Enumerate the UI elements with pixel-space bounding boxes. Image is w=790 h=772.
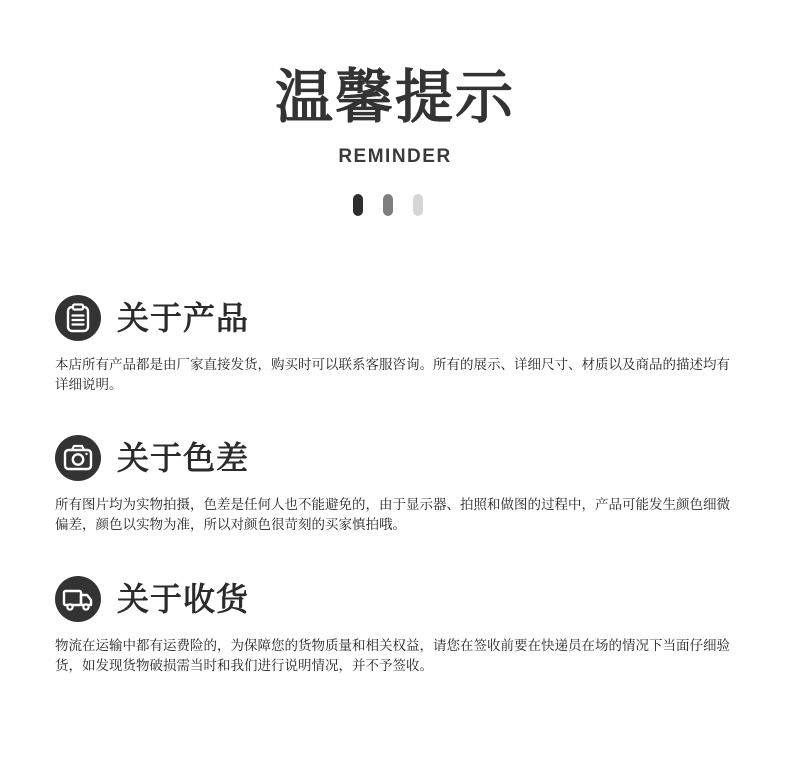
section-body: 所有图片均为实物拍摄，色差是任何人也不能避免的，由于显示器、拍照和做图的过程中，产品可能发生颜色细微偏差，颜色以实物为准，所以对颜色很苛刻的买家慎拍哦。 bbox=[55, 497, 730, 533]
section-product bbox=[55, 295, 735, 395]
section-receiving bbox=[55, 576, 735, 676]
dot-dark bbox=[353, 194, 363, 216]
page-title: 温馨提示 bbox=[274, 63, 515, 131]
section-header bbox=[55, 576, 735, 622]
truck-icon bbox=[55, 576, 101, 622]
camera-icon bbox=[55, 435, 101, 481]
section-body: 物流在运输中都有运费险的，为保障您的货物质量和相关权益，请您在签收前要在快递员在场的情况下当面仔细验货，如发现货物破损需当时和我们进行说明情况，并不予签收。 bbox=[55, 638, 730, 674]
clipboard-icon bbox=[55, 295, 101, 341]
page-subtitle: REMINDER bbox=[338, 146, 452, 167]
section-color-difference bbox=[55, 435, 735, 535]
section-title: 关于色差 bbox=[117, 439, 250, 477]
section-header bbox=[55, 435, 735, 481]
dot-light bbox=[413, 194, 423, 216]
decorative-dots bbox=[0, 194, 790, 218]
section-body: 本店所有产品都是由厂家直接发货，购买时可以联系客服咨询。所有的展示、详细尺寸、材质以及商品的描述均有详细说明。 bbox=[55, 357, 730, 393]
section-title: 关于产品 bbox=[117, 299, 250, 337]
section-header bbox=[55, 295, 735, 341]
dot-mid bbox=[383, 194, 393, 216]
section-title: 关于收货 bbox=[117, 580, 250, 618]
